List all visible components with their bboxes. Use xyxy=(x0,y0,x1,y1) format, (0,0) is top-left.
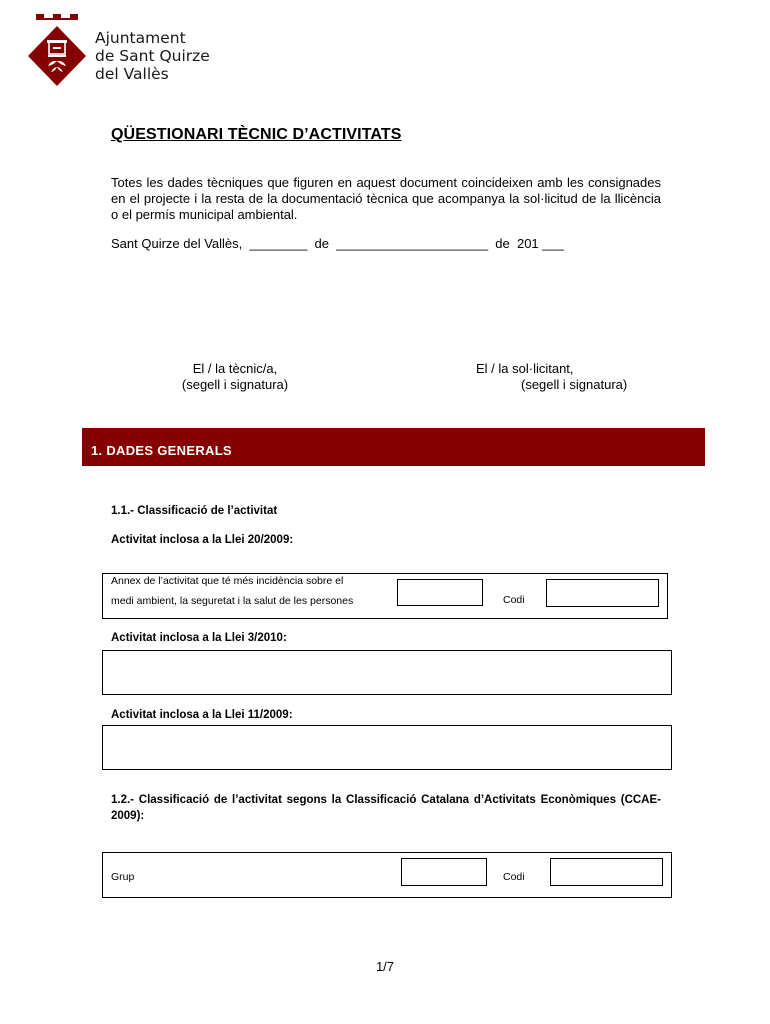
annex-label-line2: medi ambient, la seguretat i la salut de les persones xyxy=(111,595,354,607)
grup-input[interactable] xyxy=(401,858,487,886)
page-number: 1/7 xyxy=(375,959,395,974)
annex-label-line1: Annex de l’activitat que té més incidència sobre el xyxy=(111,575,344,587)
signature-solicitant xyxy=(470,361,650,393)
subsection-1-1-title: 1.1.- Classificació de l’activitat xyxy=(111,505,278,517)
llei-11-2009-input[interactable] xyxy=(102,725,672,770)
grup-codi-input[interactable] xyxy=(550,858,663,886)
org-name-line3: del Vallès xyxy=(95,65,169,83)
signature-solicitant-note: (segell i signatura) xyxy=(521,377,628,392)
date-line: Sant Quirze del Vallès, ________ de _____________________ de 201 ___ xyxy=(111,236,564,251)
logo xyxy=(26,12,88,88)
grup-label: Grup xyxy=(111,871,135,883)
signature-tecnic-role: El / la tècnic/a, xyxy=(192,361,278,376)
org-name xyxy=(95,29,210,83)
codi-label-2: Codi xyxy=(503,871,525,883)
document-title: QÜESTIONARI TÈCNIC D’ACTIVITATS xyxy=(111,126,402,143)
llei-3-2010-label: Activitat inclosa a la Llei 3/2010: xyxy=(111,632,287,644)
subsection-1-2-title: 1.2.- Classificació de l’activitat segons la Classificació Catalana d’Activitats Econòmiques (CCAE-2009): xyxy=(111,794,661,822)
annex-row xyxy=(102,573,668,619)
signature-tecnic xyxy=(160,361,310,393)
section-header-label: 1. DADES GENERALS xyxy=(91,443,232,458)
org-name-line2: de Sant Quirze xyxy=(95,47,210,65)
grup-row xyxy=(102,852,672,898)
codi-label: Codi xyxy=(503,594,525,606)
llei-3-2010-input[interactable] xyxy=(102,650,672,695)
annex-input[interactable] xyxy=(397,579,483,606)
coat-of-arms-icon xyxy=(26,12,88,88)
signature-tecnic-note: (segell i signatura) xyxy=(181,377,289,392)
llei-11-2009-label: Activitat inclosa a la Llei 11/2009: xyxy=(111,709,293,721)
section-header-dades-generals xyxy=(82,428,705,466)
org-name-line1: Ajuntament xyxy=(95,29,186,47)
signature-solicitant-role: El / la sol·licitant, xyxy=(476,361,574,376)
annex-codi-input[interactable] xyxy=(546,579,659,607)
intro-paragraph: Totes les dades tècniques que figuren en aquest document coincideixen amb les consignades en el projecte i la resta de la documentació tècnica que acompanya la sol·licitud de la llicència o el permís municipal ambiental. xyxy=(111,175,661,222)
llei-20-2009-label: Activitat inclosa a la Llei 20/2009: xyxy=(111,534,294,546)
